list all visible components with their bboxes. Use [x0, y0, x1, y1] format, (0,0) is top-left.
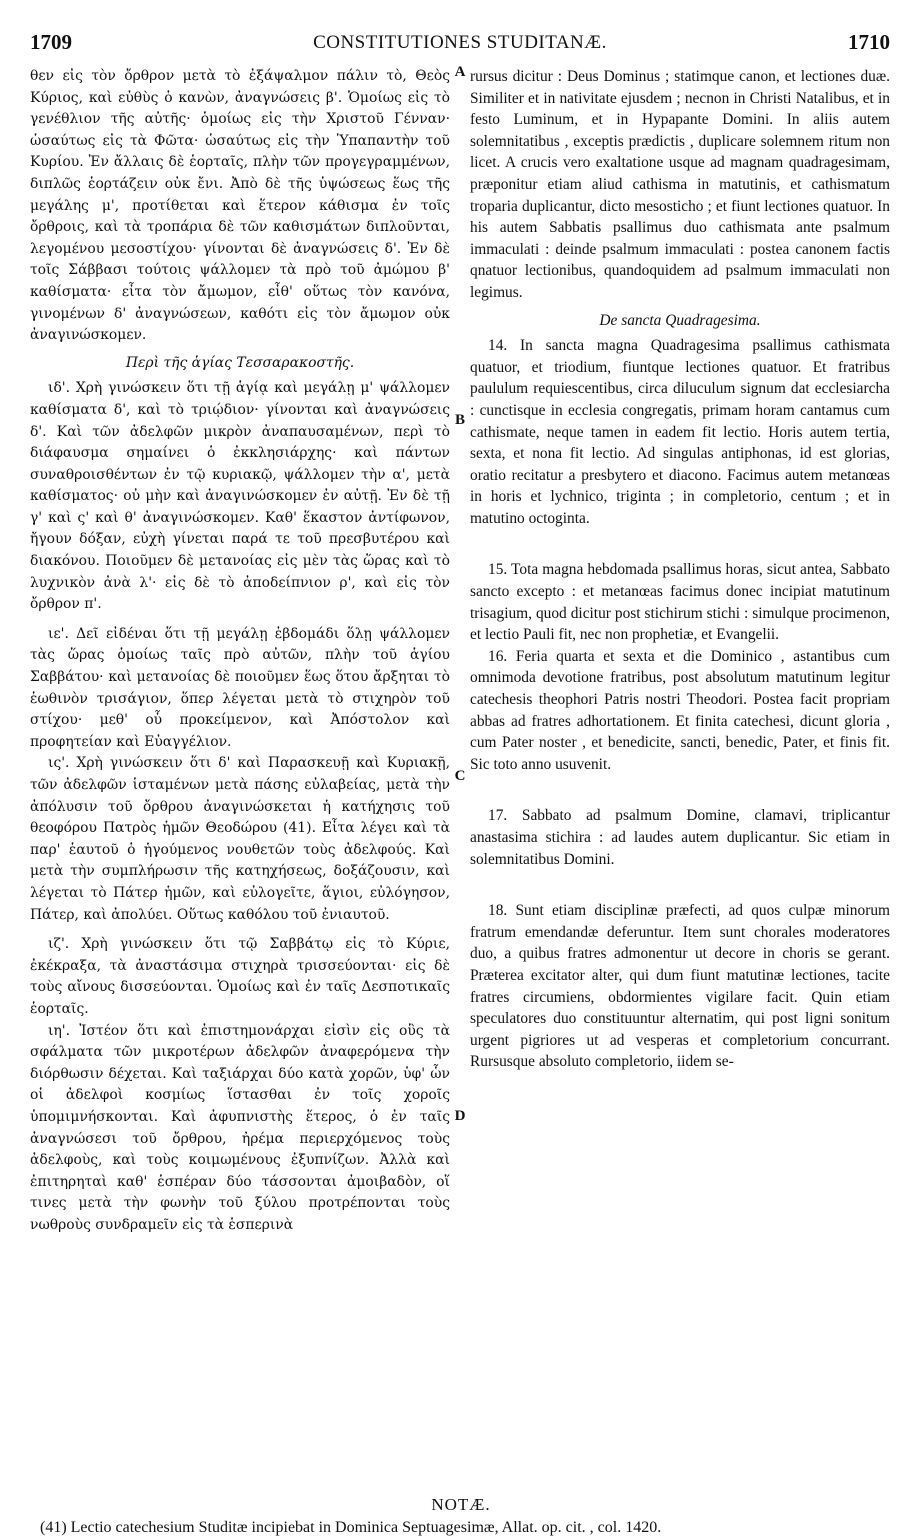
greek-paragraph-17: ιζ'. Χρὴ γινώσκειν ὅτι τῷ Σαββάτῳ εἰς τὸ Κύριε, ἐκέκραξα, τὰ ἀναστάσιμα στιχηρὰ τρισσεύονται· εἰς δὲ τοὺς αἴνους δισσεύονται. Ὁμοίως καὶ ἐν ταῖς Δεσποτικαῖς ἑορταῖς.: [30, 936, 450, 1017]
greek-paragraph-continuation: θεν εἰς τὸν ὄρθρον μετὰ τὸ ἐξάψαλμον πάλιν τὸ, Θεὸς Κύριος, καὶ εὐθὺς ὁ κανὼν, ἀναγνώσεις β'. Ὁμοίως εἰς τὸ γενέθλιον τῆς αὐτῆς· ὁμοίως εἰς τὴν Χριστοῦ Γένναν· ὡσαύτως εἰς τὰ Φῶτα· ὡσαύτως εἰς τὴν Ὑπαπαντὴν τοῦ Κυρίου. Ἐν ἄλλαις δὲ ἑορταῖς, πλὴν τῶν προγεγραμμένων, διπλῶς ἑορτάζειν οὐκ ἔνι. Ἀπὸ δὲ τῆς ὑψώσεως ἕως τῆς μεγάλης μ', προτίθεται καὶ ἕτερον κάθισμα ἐν τοῖς ὄρθροις, καὶ τὰ τροπάρια δὲ τῶν καθισμάτων διπλοῦνται, λεγομένου μεσοστίχου· γίνονται δὲ ἀναγνώσεις δ'. Ἐν δὲ τοῖς Σάββασι τούτοις ψάλλομεν τὰ πρὸ τοῦ ἀμώμου β' καθίσματα· εἶτα τὸν ἄμωμον, εἶθ' οὕτως τὸν κανόνα, γινομένων δ' ἀναγνώσεων, καθότι εἰς τὸν ἄμωμον οὐκ ἀναγινώσκομεν.: [30, 68, 450, 344]
greek-section-heading: Περὶ τῆς ἁγίας Τεσσαρακοστῆς.: [125, 354, 355, 371]
latin-paragraph-18: 18. Sunt etiam disciplinæ præfecti, ad quos culpæ minorum fratrum emendandæ deferuntur. Item sunt chorales moderatores duo, a quibus fratres admonentur ut decore in choris se gerant. Præterea excitator alter, qui dum fiunt matutinæ lectiones, tacite fratres circumiens, obdormientes vigilare facit. Quin etiam speculatores duo constituuntur alternatim, qui post ligni sonitum urgent pigriores ut ad vesperas et completorium concurrant. Rursusque absoluto completorio, iidem se-: [470, 902, 890, 1071]
latin-section-heading: De sancta Quadragesima.: [599, 311, 761, 329]
greek-column: [30, 66, 450, 1236]
running-title: CONSTITUTIONES STUDITANÆ.: [313, 32, 607, 53]
latin-column: [470, 66, 890, 1073]
greek-paragraph-18: ιη'. Ἰστέον ὅτι καὶ ἐπιστημονάρχαι εἰσὶν εἰς οὓς τὰ σφάλματα τῶν μικροτέρων ἀδελφῶν ἀναφερόμενα τὴν διόρθωσιν δέχεται. Καὶ ταξιάρχαι δύο κατὰ χορῶν, ὑφ' ὧν οἱ ἀδελφοὶ κοσμίως ἵστασθαι ἐν τοῖς χοροῖς ὑπομιμνήσκονται. Καὶ ἀφυπνιστὴς ἕτερος, ὁ ἐν ταῖς ἀναγνώσεσι τοῦ ὄρθρου, ἠρέμα περιερχόμενος τοὺς ἀδελφοὺς, καὶ τοὺς κοιμωμένους ἐξυπνίζων. Ἀλλὰ καὶ ἐπιτηρηταὶ καθ' ἑσπέραν δύο τάσσονται ἀμοιβαδὸν, οἵ τινες μετὰ τὴν φωνὴν τοῦ ξύλου προτρέπονται τοὺς νωθροὺς συνδραμεῖν εἰς τὰ ἑσπερινὰ: [30, 1022, 450, 1233]
notes-heading: NOTÆ.: [431, 1495, 491, 1514]
latin-paragraph-16: 16. Feria quarta et sexta et die Dominico , astantibus cum omnimoda devotione fratribus, post absolutum matutinum legitur catechesis theophori Patris nostri Theodori. Postea facit propriam abbas ad fratres adhortationem. Et finita catechesi, dicunt gloria , cum Pater noster , et benedicite, sancti, benedic, Pater, et finis fit. Sic toto anno usuvenit.: [470, 647, 890, 773]
margin-marker-d: D: [454, 1108, 466, 1124]
greek-paragraph-14: ιδ'. Χρὴ γινώσκειν ὅτι τῇ ἁγίᾳ καὶ μεγάλῃ μ' ψάλλομεν καθίσματα δ', καὶ τὸ τριῴδιον· γίνονται καὶ ἀναγνώσεις δ'. Καὶ τῶν ἀδελφῶν μικρὸν ἀναπαυσαμένων, περὶ τὸ διάφαυσμα σημαίνει ὁ ἐκκλησιάρχης· καὶ πάντων συναθροισθέντων ἐν τῷ κυριακῷ, ψάλλομεν τὴν α', μετὰ καθίσματος· οὐ μὴν καὶ ἀναγινώσκομεν ἐν αὐτῇ. Ἐν δὲ τῇ γ' καὶ ς' καὶ θ' ἀναγινώσκομεν. Καθ' ἕκαστον ἀντίφωνον, ἤγουν δόξαν, εὐχὴ γίνεται παρά τε τοῦ πρεσβυτέρου καὶ διακόνου. Ποιοῦμεν δὲ μετανοίας εἰς μὲν τὰς ὥρας καὶ τὸ λυχνικὸν ἀνὰ λ'· εἰς δὲ τὸ ἀποδείπνιον ρ', καὶ εἰς τὸν ὄρθρον π'.: [30, 380, 450, 613]
margin-marker-b: B: [454, 412, 465, 428]
margin-marker-a: A: [454, 64, 466, 80]
page-number-right: 1710: [848, 30, 890, 54]
latin-paragraph-17: 17. Sabbato ad psalmum Domine, clamavi, triplicantur anastasima stichira : ad laudes autem duplicantur. Sic etiam in solemnitatibus Domini.: [470, 807, 890, 868]
greek-paragraph-16: ις'. Χρὴ γινώσκειν ὅτι δ' καὶ Παρασκευῇ καὶ Κυριακῇ, τῶν ἀδελφῶν ἱσταμένων μετὰ πάσης εὐλαβείας, μετὰ τὴν ἀπόλυσιν τοῦ ὄρθρου ἀναγινώσκεται ἡ κατήχησις τοῦ θεοφόρου Πατρὸς ἡμῶν Θεοδώρου (41). Εἶτα λέγει καὶ τὰ παρ' ἑαυτοῦ ὁ ἡγούμενος νουθετῶν τοὺς ἀδελφούς. Καὶ μετὰ τὴν συμπλήρωσιν τῆς κατηχήσεως, δοξάζουσιν, καὶ λέγεται τὸ Πάτερ ἡμῶν, καὶ εὐλογεῖτε, ἅγιοι, εὐλόγησον, Πάτερ, καὶ ἀπολύει. Οὕτως καθόλου τοῦ ἐνιαυτοῦ.: [30, 755, 450, 923]
page-number-left: 1709: [30, 30, 72, 54]
footnote-41: (41) Lectio catechesium Studitæ incipiebat in Dominica Septuagesimæ, Allat. op. cit. , col. 1420.: [40, 1519, 662, 1536]
latin-paragraph-continuation: rursus dicitur : Deus Dominus ; statimque canon, et lectiones duæ. Similiter et in nativitate ejusdem ; necnon in Christi Natalibus, et in festo Luminum, et in Hypapante Domini. In aliis autem solemnitatibus , exceptis prædictis , duplicare solemnem ritum non licet. A crucis vero exaltatione usque ad magnam quadragesimam, præponitur etiam aliud cathisma in matutinis, et cathismatum troparia duplicantur, dicto mesosticho ; et fiunt lectiones quatuor. In his autem Sabbatis psallimus duo cathismata ante psalmum immaculati : deinde psalmum immaculati : postea canonem factis qnatuor lectionibus, quandoquidem ad psalmum immaculati non legimus.: [470, 68, 890, 301]
margin-marker-c: C: [454, 768, 466, 784]
page-header: [30, 30, 890, 60]
latin-paragraph-15: 15. Tota magna hebdomada psallimus horas, sicut antea, Sabbato sancto excepto : et metanœas facimus donec incipiat matutinum trisagium, quod dicitur post stichirum stichi : simulque procimenon, et lectio Pauli fit, nec non prophetiæ, et Evangelii.: [470, 561, 890, 644]
latin-paragraph-14: 14. In sancta magna Quadragesima psallimus cathismata quatuor, et triodium, fiuntque lectiones quatuor. Et fratribus paululum requiescentibus, circa diluculum signum dat ecclesiarcha : cunctisque in ecclesia congregatis, primam horam cantamus cum cathismate, neque tamen in eadem fit lectio. Horis autem tertia, sexta, et nona fit lectio. Ad singulas antiphonas, id est glorias, oratio recitatur a presbytero et diacono. Facimus autem metanœas in horis et lychnico, triginta ; in completorio, centum ; et in matutino octoginta.: [470, 337, 890, 527]
greek-paragraph-15: ιε'. Δεῖ εἰδέναι ὅτι τῇ μεγάλῃ ἑβδομάδι ὅλῃ ψάλλομεν τὰς ὥρας ὁμοίως ταῖς πρὸ αὐτῶν, πλὴν τοῦ ἁγίου Σαββάτου· καὶ μετανοίας δὲ ποιοῦμεν ἕως ὅτου ἄρξηται τὸ ἑωθινὸν τρισάγιον, ὅπερ λέγεται μετὰ τὸ στιχηρὸν τοῦ στίχου· μεθ' οὗ προκείμενον, καὶ Ἀπόστολον καὶ προφητείαν καὶ Εὐαγγέλιον.: [30, 625, 450, 750]
